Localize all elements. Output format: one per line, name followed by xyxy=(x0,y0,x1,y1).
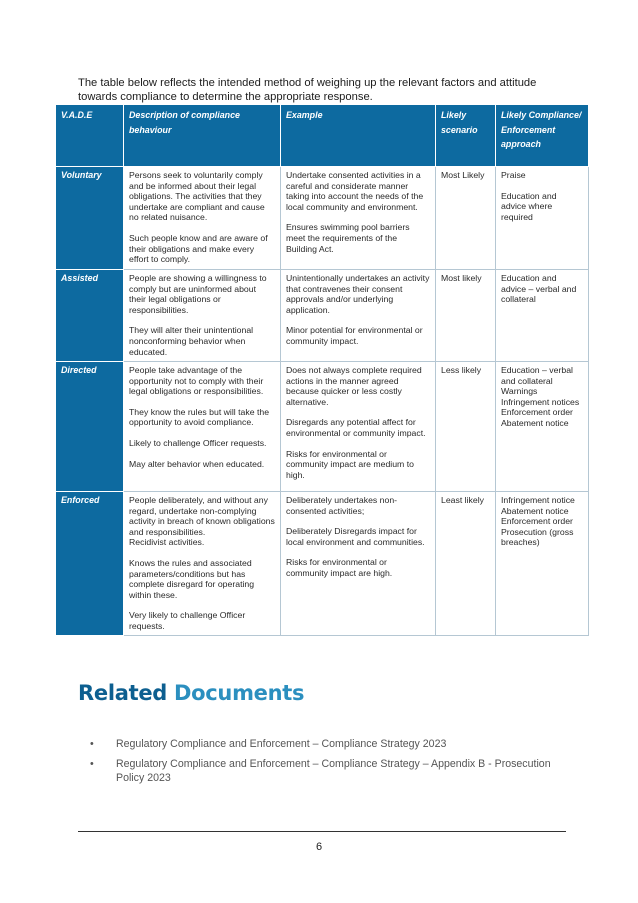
table-row xyxy=(56,492,589,636)
cell-paragraph: Likely to challenge Officer requests. xyxy=(129,437,267,448)
header-vade: V.A.D.E xyxy=(56,105,124,167)
related-documents-heading xyxy=(78,680,304,706)
approach-cell xyxy=(496,167,589,270)
table-row xyxy=(56,270,589,362)
paragraph-gap xyxy=(286,407,430,417)
cell-paragraph: People are showing a willingness to comply but are uninformed about their legal obligations or responsibilities. xyxy=(129,273,267,315)
vade-table xyxy=(55,104,589,636)
description-cell xyxy=(124,167,281,270)
scenario-cell: Most Likely xyxy=(436,167,496,270)
cell-paragraph: Praise xyxy=(501,170,526,180)
scenario-cell: Least likely xyxy=(436,492,496,636)
cell-paragraph: People deliberately, and without any regard, undertake non-complying activity in breach of known obligations and responsibilities. Recidivist activities. xyxy=(129,495,275,548)
cell-paragraph: Undertake consented activities in a careful and considerate manner taking into account the needs of the local community and environment. xyxy=(286,170,424,212)
header-description: Description of compliance behaviour xyxy=(124,105,281,167)
description-cell xyxy=(124,270,281,362)
header-example: Example xyxy=(281,105,436,167)
description-cell xyxy=(124,492,281,636)
paragraph-gap xyxy=(286,439,430,449)
cell-paragraph: Very likely to challenge Officer requests. xyxy=(129,610,246,631)
cell-paragraph: May alter behavior when educated. xyxy=(129,458,265,469)
cell-paragraph: Risks for environmental or community impact are high. xyxy=(286,557,393,578)
description-cell xyxy=(124,362,281,492)
cell-paragraph: Deliberately Disregards impact for local environment and communities. xyxy=(286,526,425,547)
cell-paragraph: Education and advice where required xyxy=(501,190,557,222)
page-number: 6 xyxy=(315,841,323,853)
footer-divider xyxy=(78,831,566,832)
paragraph-gap xyxy=(286,212,430,222)
example-cell xyxy=(281,492,436,636)
cell-paragraph: People take advantage of the opportunity not to comply with their legal obligations or responsibilities. xyxy=(129,365,264,397)
row-label: Enforced xyxy=(56,492,124,636)
cell-paragraph: Minor potential for environmental or community impact. xyxy=(286,325,423,346)
paragraph-gap xyxy=(129,397,275,407)
cell-paragraph: Education – verbal and collateral Warnings Infringement notices Enforcement order Abatement notice xyxy=(501,365,580,428)
list-item xyxy=(88,737,566,751)
scenario-cell: Less likely xyxy=(436,362,496,492)
paragraph-gap xyxy=(129,548,275,558)
row-label: Voluntary xyxy=(56,167,124,270)
list-item xyxy=(88,757,566,785)
cell-paragraph: Ensures swimming pool barriers meet the requirements of the Building Act. xyxy=(286,222,410,254)
example-cell xyxy=(281,362,436,492)
table-row xyxy=(56,167,589,270)
row-label: Assisted xyxy=(56,270,124,362)
bullet-icon: • xyxy=(90,738,94,750)
header-approach: Likely Compliance/ Enforcement approach xyxy=(496,105,589,167)
example-cell xyxy=(281,167,436,270)
paragraph-gap xyxy=(129,449,275,459)
cell-paragraph: Unintentionally undertakes an activity that contravenes their consent approvals and/or underlying application. xyxy=(286,273,430,315)
paragraph-gap xyxy=(501,181,583,191)
paragraph-gap xyxy=(129,315,275,325)
cell-paragraph: They will alter their unintentional nonconforming behavior when educated. xyxy=(129,325,254,357)
cell-paragraph: Deliberately undertakes non-consented activities; xyxy=(286,495,398,516)
document-link[interactable]: Regulatory Compliance and Enforcement – Compliance Strategy 2023 xyxy=(116,738,447,750)
related-documents-list xyxy=(88,737,566,791)
document-link[interactable]: Regulatory Compliance and Enforcement – Compliance Strategy – Appendix B - Prosecution Policy 2023 xyxy=(116,758,551,784)
cell-paragraph: Does not always complete required actions in the manner agreed because quicker or less costly alternative. xyxy=(286,365,422,407)
paragraph-gap xyxy=(286,547,430,557)
cell-paragraph: Such people know and are aware of their obligations and make every effort to comply. xyxy=(129,232,268,265)
approach-cell xyxy=(496,270,589,362)
approach-cell xyxy=(496,362,589,492)
paragraph-gap xyxy=(286,315,430,325)
paragraph-gap xyxy=(129,600,275,610)
approach-cell xyxy=(496,492,589,636)
example-cell xyxy=(281,270,436,362)
table-header-row xyxy=(56,105,589,167)
cell-paragraph: Infringement notice Abatement notice Enforcement order Prosecution (gross breaches) xyxy=(501,495,575,548)
cell-paragraph: They know the rules but will take the opportunity to avoid compliance. xyxy=(129,406,270,428)
header-scenario: Likely scenario xyxy=(436,105,496,167)
row-label: Directed xyxy=(56,362,124,492)
cell-paragraph: Persons seek to voluntarily comply and be informed about their legal obligations. The activities that they undertake are compliant and cause no related nuisance. xyxy=(129,170,265,223)
scenario-cell: Most likely xyxy=(436,270,496,362)
cell-paragraph: Knows the rules and associated parameters/conditions but has complete disregard for operating within these. xyxy=(129,557,255,600)
intro-paragraph: The table below reflects the intended method of weighing up the relevant factors and attitude towards compliance to determine the appropriate response. xyxy=(78,77,537,103)
cell-paragraph: Disregards any potential affect for environmental or community impact. xyxy=(286,417,426,438)
table-row xyxy=(56,362,589,492)
bullet-icon: • xyxy=(90,758,94,770)
paragraph-gap xyxy=(129,428,275,438)
cell-paragraph: Risks for environmental or community impact are medium to high. xyxy=(286,448,414,480)
paragraph-gap xyxy=(129,223,275,233)
paragraph-gap xyxy=(286,516,430,526)
heading-word-related: Related xyxy=(78,681,167,705)
cell-paragraph: Education and advice – verbal and collateral xyxy=(501,273,577,305)
heading-word-documents: Documents xyxy=(174,681,305,705)
